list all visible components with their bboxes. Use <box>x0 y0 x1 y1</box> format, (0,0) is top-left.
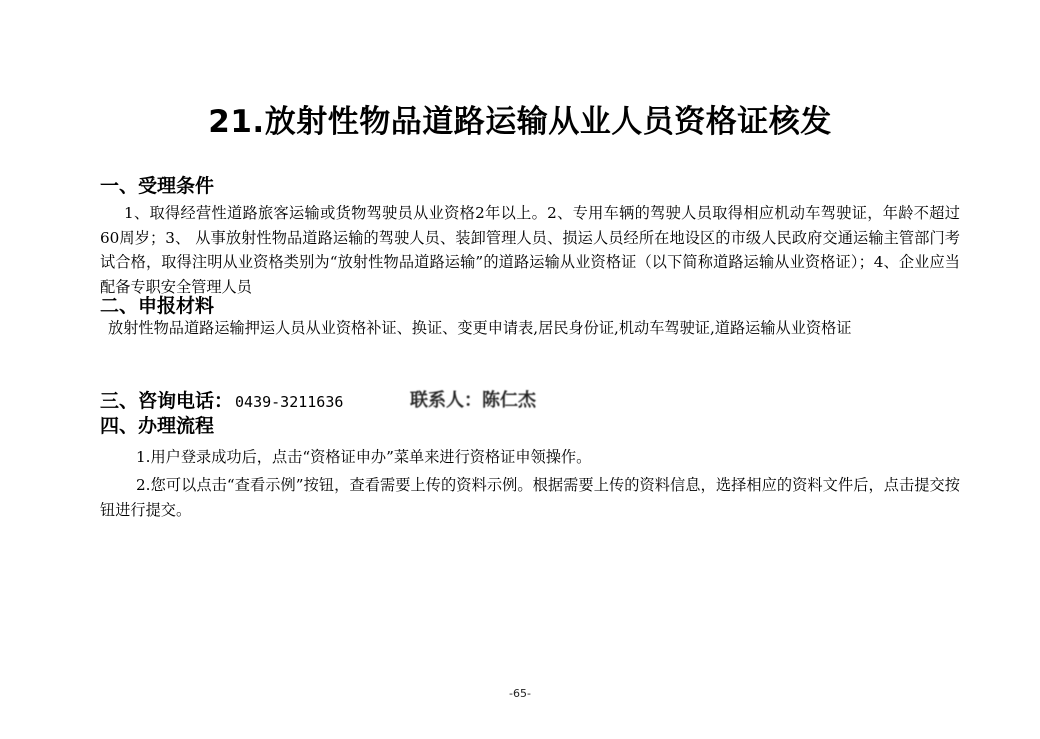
contact-person: 联系人：陈仁杰 <box>410 390 536 411</box>
section-body-conditions: 1、取得经营性道路旅客运输或货物驾驶员从业资格2年以上。2、专用车辆的驾驶人员取得相应机动车驾驶证，年龄不超过60周岁；3、 从事放射性物品道路运输的驾驶人员、装卸管理人员、损运人员经所在地设区的市级人民政府交通运输主管部门考试合格，取得注明从业资格类别为“放射性物品道路运输”的道路运输从业资格证（以下简称道路运输从业资格证）；4、企业应当配备专职安全管理人员 <box>100 204 960 296</box>
phone-number: 0439-3211636 <box>235 393 344 411</box>
process-step-2: 2.您可以点击“查看示例”按钮，查看需要上传的资料示例。根据需要上传的资料信息，选择相应的资料文件后，点击提交按钮进行提交。 <box>100 476 960 519</box>
section-heading-conditions: 一、受理条件 <box>100 175 215 197</box>
section-heading-phone <box>100 389 343 414</box>
section-heading-process: 四、办理流程 <box>100 415 215 437</box>
phone-label: 三、咨询电话： <box>100 390 234 412</box>
process-step-1: 1.用户登录成功后，点击“资格证申办”菜单来进行资格证申领操作。 <box>136 448 592 466</box>
section-body-materials: 放射性物品道路运输押运人员从业资格补证、换证、变更申请表,居民身份证,机动车驾驶证,道路运输从业资格证 <box>108 319 852 337</box>
page-title: 21.放射性物品道路运输从业人员资格证核发 <box>208 104 832 140</box>
section-heading-materials: 二、申报材料 <box>100 295 215 317</box>
page-number: -65- <box>509 687 531 700</box>
